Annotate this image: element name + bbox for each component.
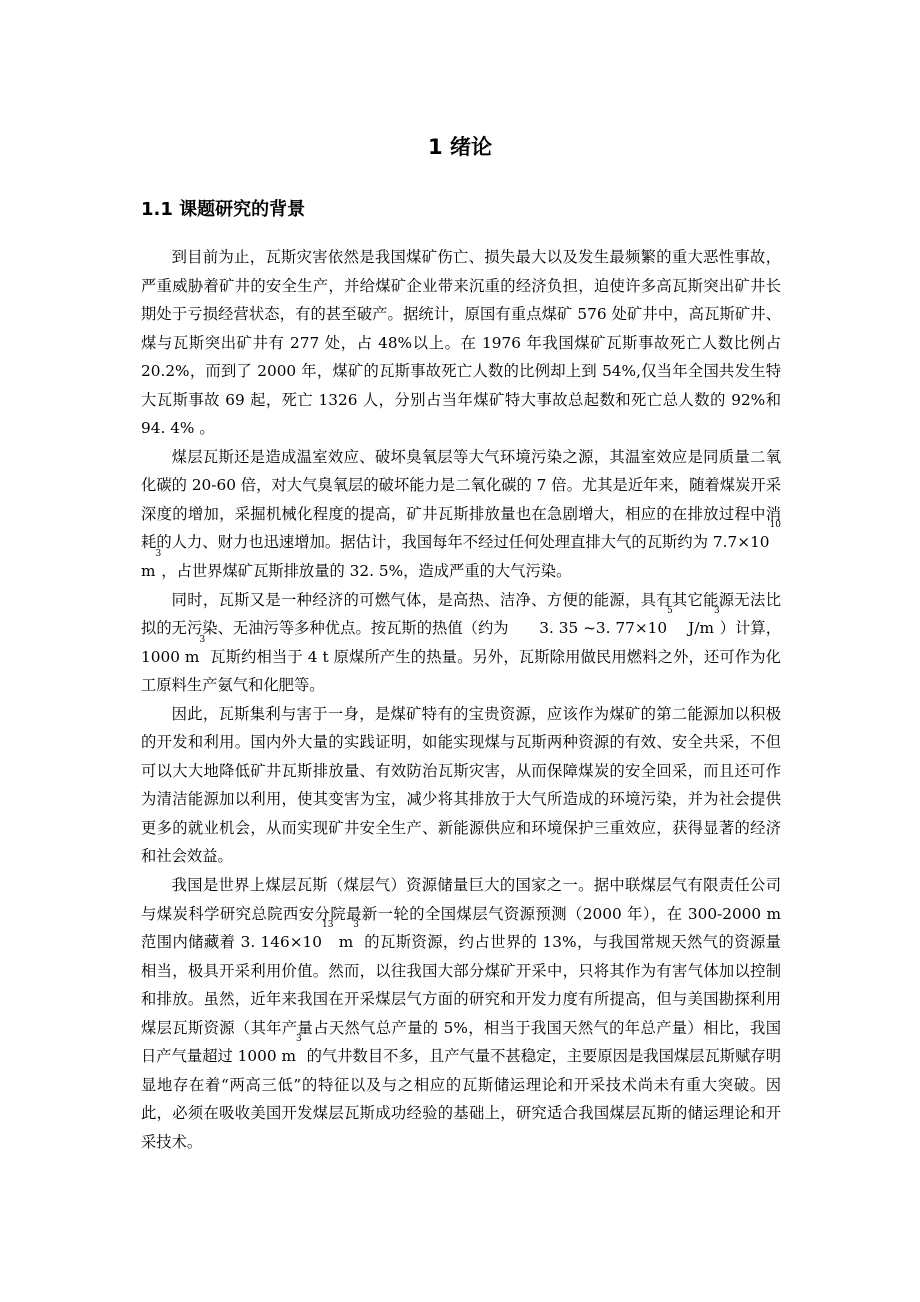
superscript: 3 [199,634,206,645]
superscript: 13 [322,920,334,931]
superscript: 3 [713,606,720,617]
paragraph-3-text-d: 瓦斯约相当于 4 t 原煤所产生的热量。另外，瓦斯除用做民用燃料之外，还可作为化工原料生产氨气和化肥等。 [141,647,781,695]
superscript: 3 [155,549,162,560]
paragraph-5 [141,871,781,1156]
paragraph-3-text-a: 同时，瓦斯又是一种经济的可燃气体，是高热、洁净、方便的能源，具有其它能源无法比拟的无污染、无油污等多种优点。按瓦斯的热值（约为 3. 35 ~3. 77×10 [141,590,781,638]
paragraph-5-text-d: 的气井数目不多，且产气量不甚稳定，主要原因是我国煤层瓦斯赋存明显地存在着“两高三低”的特征以及与之相应的瓦斯储运理论和开采技术尚未有重大突破。因此，必须在吸收美国开发煤层瓦斯成功经验的基础上，研究适合我国煤层瓦斯的储运理论和开采技术。 [141,1047,781,1151]
superscript: 3 [353,920,359,931]
paragraph-5-text-a: 我国是世界上煤层瓦斯（煤层气）资源储量巨大的国家之一。据中联煤层气有限责任公司与煤炭科学研究总院西安分院最新一轮的全国煤层气资源预测（2000 年），在 300-2000 m 范围内储藏着 3. 146×10 [141,876,781,952]
paragraph-2-text-c: ，占世界煤矿瓦斯排放量的 32. 5%，造成严重的大气污染。 [161,562,572,581]
paragraph-5-text-b: m [333,933,354,952]
superscript: 3 [296,1034,302,1045]
paragraph-1: 到目前为止，瓦斯灾害依然是我国煤矿伤亡、损失最大以及发生最频繁的重大恶性事故，严重威胁着矿井的安全生产，并给煤矿企业带来沉重的经济负担，迫使许多高瓦斯突出矿井长期处于亏损经营状态，有的甚至破产。据统计，原国有重点煤矿 576 处矿井中，高瓦斯矿井、煤与瓦斯突出矿井有 277 处，占 48%以上。在 1976 年我国煤矿瓦斯事故死亡人数比例占 20.2%，而到了 2000 年，煤矿的瓦斯事故死亡人数的比例却上到 54%,仅当年全国共发生特大瓦斯事故 69 起，死亡 1326 人，分别占当年煤矿特大事故总起数和死亡总人数的 92%和 94. 4% 。 [141,248,781,438]
paragraph-5-text-c: 的瓦斯资源，约占世界的 13%，与我国常规天然气的资源量相当，极具开采利用价值。然而，以往我国大部分煤矿开采中，只将其作为有害气体加以控制和排放。虽然，近年来我国在开采煤层气方面的研究和开发力度有所提高，但与美国勘探利用煤层瓦斯资源（其年产量占天然气总产量的 5%，相当于我国天然气的年总产量）相比，我国日产气量超过 1000 m [141,933,781,1066]
paragraph-3-text-c: ）计算，1000 m [141,619,781,666]
paragraph-3-text-b: J/m [672,619,714,638]
superscript: 10 [769,520,781,531]
paragraph-4: 因此，瓦斯集利与害于一身，是煤矿特有的宝贵资源，应该作为煤矿的第二能源加以积极的开发和利用。国内外大量的实践证明，如能实现煤与瓦斯两种资源的有效、安全共采，不但可以大大地降低矿井瓦斯排放量、有效防治瓦斯灾害，从而保障煤炭的安全回采，而且还可作为清洁能源加以利用，使其变害为宝，减少将其排放于大气所造成的环境污染，并为社会提供更多的就业机会，从而实现矿井安全生产、新能源供应和环境保护三重效应，获得显著的经济和社会效益。 [141,704,781,866]
chapter-title: 1 绪论 [428,135,492,159]
body-text [141,243,781,1157]
paragraph-3 [141,586,781,700]
paragraph-2-text-b: m [141,562,156,581]
superscript: 5 [667,606,673,617]
paragraph-2 [141,443,781,586]
section-title: 1.1 课题研究的背景 [141,199,306,220]
paragraph-2-text-a: 煤层瓦斯还是造成温室效应、破坏臭氧层等大气环境污染之源，其温室效应是同质量二氧化碳的 20-60 倍，对大气臭氧层的破坏能力是二氧化碳的 7 倍。尤其是近年来，随着煤炭开采深度的增加，采掘机械化程度的提高，矿井瓦斯排放量也在急剧增大，相应的在排放过程中消耗的人力、财力也迅速增加。据估计，我国每年不经过任何处理直排大气的瓦斯约为 7.7×10 [141,447,781,552]
